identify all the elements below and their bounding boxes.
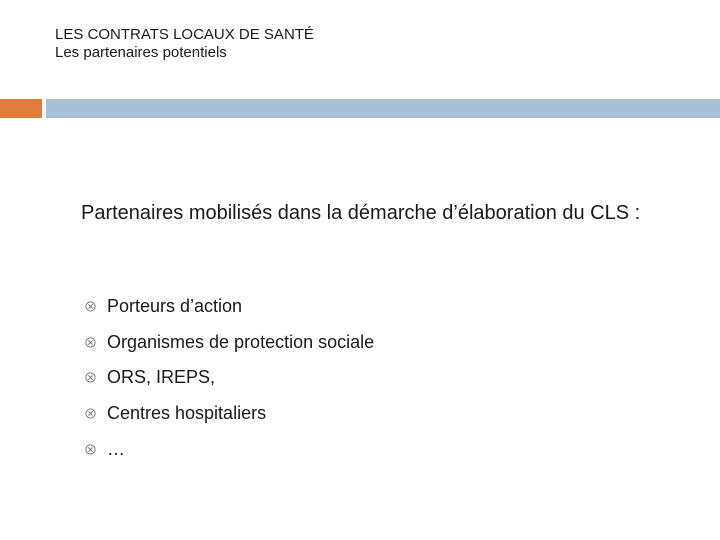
list-item-label: Organismes de protection sociale xyxy=(107,331,375,352)
list-item-label: … xyxy=(107,438,125,459)
list-item xyxy=(85,360,374,396)
accent-bar xyxy=(0,99,42,118)
list-item xyxy=(85,396,374,432)
list-item-label: Porteurs d’action xyxy=(107,296,243,317)
circled-x-bullet-icon xyxy=(85,372,96,383)
circled-x-bullet-icon xyxy=(85,408,96,419)
list-item xyxy=(85,325,374,361)
list-item xyxy=(85,431,374,467)
list-item-label: ORS, IREPS, xyxy=(107,367,216,388)
circled-x-bullet-icon xyxy=(85,301,96,312)
slide-title: LES CONTRATS LOCAUX DE SANTÉ xyxy=(55,26,314,43)
partner-list xyxy=(85,289,374,467)
slide-subtitle: Les partenaires potentiels xyxy=(55,44,227,61)
circled-x-bullet-icon xyxy=(85,337,96,348)
slide-header xyxy=(55,26,314,62)
circled-x-bullet-icon xyxy=(85,444,96,455)
list-item xyxy=(85,289,374,325)
header-rule-bar xyxy=(46,99,720,118)
intro-text: Partenaires mobilisés dans la démarche d’élaboration du CLS : xyxy=(81,202,641,224)
list-item-label: Centres hospitaliers xyxy=(107,403,267,424)
